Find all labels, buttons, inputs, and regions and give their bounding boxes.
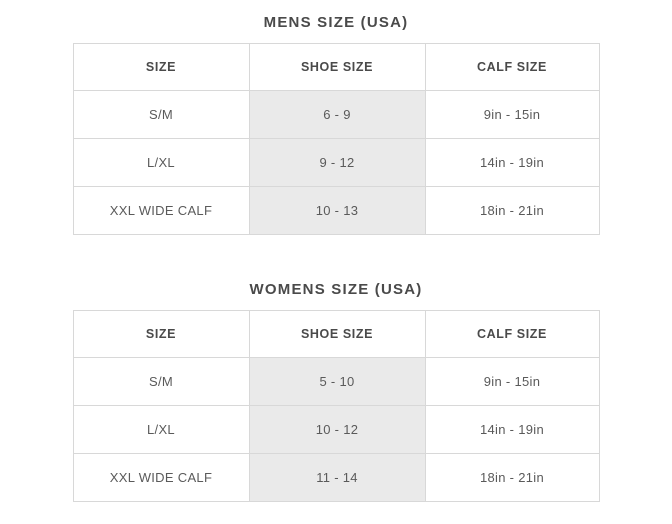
column-header-size: SIZE [73,311,249,358]
table-row [73,454,599,502]
mens-size-table [73,43,600,235]
mens-size-title: MENS SIZE (USA) [263,14,409,31]
cell-shoe-size: 6 - 9 [249,91,425,139]
cell-calf-size: 18in - 21in [425,187,599,235]
cell-size: XXL WIDE CALF [73,187,249,235]
cell-shoe-size: 9 - 12 [249,139,425,187]
cell-shoe-size: 5 - 10 [249,358,425,406]
table-header-row [73,311,599,358]
cell-calf-size: 14in - 19in [425,406,599,454]
table-row [73,406,599,454]
column-header-shoe-size: SHOE SIZE [249,44,425,91]
column-header-shoe-size: SHOE SIZE [249,311,425,358]
size-chart-page [0,14,672,524]
cell-shoe-size: 10 - 12 [249,406,425,454]
cell-size: L/XL [73,139,249,187]
cell-size: S/M [73,358,249,406]
cell-shoe-size: 10 - 13 [249,187,425,235]
table-row [73,358,599,406]
womens-size-table [73,310,600,502]
cell-calf-size: 9in - 15in [425,91,599,139]
cell-size: S/M [73,91,249,139]
table-row [73,91,599,139]
womens-size-section [0,281,672,502]
cell-shoe-size: 11 - 14 [249,454,425,502]
column-header-calf-size: CALF SIZE [425,311,599,358]
table-row [73,187,599,235]
cell-calf-size: 14in - 19in [425,139,599,187]
column-header-calf-size: CALF SIZE [425,44,599,91]
cell-calf-size: 9in - 15in [425,358,599,406]
cell-calf-size: 18in - 21in [425,454,599,502]
column-header-size: SIZE [73,44,249,91]
cell-size: L/XL [73,406,249,454]
womens-size-title: WOMENS SIZE (USA) [249,281,423,298]
table-header-row [73,44,599,91]
mens-size-section [0,14,672,235]
table-row [73,139,599,187]
cell-size: XXL WIDE CALF [73,454,249,502]
